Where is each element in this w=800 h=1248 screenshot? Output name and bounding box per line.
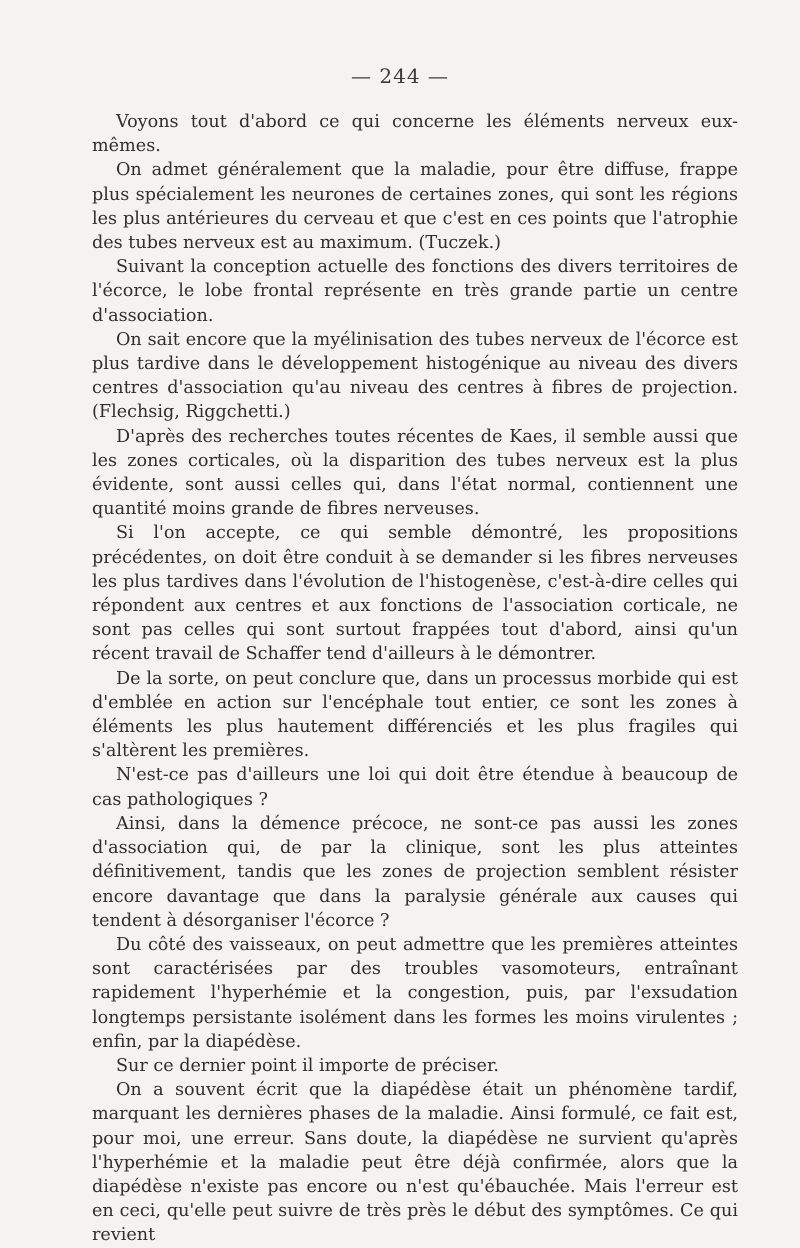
paragraph: Sur ce dernier point il importe de préciser. (116, 1055, 500, 1076)
paragraph: Suivant la conception actuelle des fonctions des divers territoires de l'écorce, le lobe frontal représente en très grande partie un centre d'association. (92, 257, 738, 326)
paragraph: Voyons tout d'abord ce qui concerne les éléments nerveux eux-mêmes. (92, 112, 738, 157)
paragraph: On admet généralement que la maladie, pour être diffuse, frappe plus spécialement les neurones de certaines zones, qui sont les régions les plus antérieures du cerveau et que c'est en ces points que l'atrophie des tubes nerveux est au maximum. (Tuczek.) (92, 160, 738, 254)
paragraph: Ainsi, dans la démence précoce, ne sont-ce pas aussi les zones d'association qui, de par la clinique, sont les plus atteintes définitivement, tandis que les zones de projection semblent résister encore davantage que dans la paralysie générale aux causes qui tendent à désorganiser l'écorce ? (92, 813, 738, 931)
paragraph: On sait encore que la myélinisation des tubes nerveux de l'écorce est plus tardive dans le développement histogénique au niveau des divers centres d'association qu'au niveau des centres à fibres de projection. (Flechsig, Riggchetti.) (92, 329, 738, 423)
paragraph: Si l'on accepte, ce qui semble démontré, les propositions précédentes, on doit être conduit à se demander si les fibres nerveuses les plus tardives dans l'évolution de l'histogenèse, c'est-à-dire celles qui répondent aux centres et aux fonctions de l'association corticale, ne sont pas celles qui sont surtout frappées tout d'abord, ainsi qu'un récent travail de Schaffer tend d'ailleurs à le démontrer. (92, 523, 738, 665)
paragraph: Du côté des vaisseaux, on peut admettre que les premières atteintes sont caractérisées par des troubles vasomoteurs, entraînant rapidement l'hyperhémie et la congestion, puis, par l'exsudation longtemps persistante isolément dans les formes les moins virulentes ; enfin, par la diapédèse. (92, 934, 738, 1052)
paragraph: On a souvent écrit que la diapédèse était un phénomène tardif, marquant les dernières phases de la maladie. Ainsi formulé, ce fait est, pour moi, une erreur. Sans doute, la diapédèse ne survient qu'après l'hyperhémie et la maladie peut être déjà confirmée, alors que la diapédèse n'existe pas encore ou n'est qu'ébauchée. Mais l'erreur est en ceci, qu'elle peut suivre de très près le début des symptômes. Ce qui revient (92, 1080, 738, 1246)
paragraph: N'est-ce pas d'ailleurs une loi qui doit être étendue à beaucoup de cas pathologiques ? (92, 765, 738, 810)
paragraph: D'après des recherches toutes récentes de Kaes, il semble aussi que les zones corticales, où la disparition des tubes nerveux est la plus évidente, sont aussi celles qui, dans l'état normal, contiennent une quantité moins grande de fibres nerveuses. (92, 426, 738, 520)
body-text (92, 110, 738, 1248)
paragraph: De la sorte, on peut conclure que, dans un processus morbide qui est d'emblée en action sur l'encéphale tout entier, ce sont les zones à éléments les plus hautement différenciés et les plus fragiles qui s'altèrent les premières. (92, 668, 738, 762)
page-number: — 244 — (351, 64, 449, 88)
